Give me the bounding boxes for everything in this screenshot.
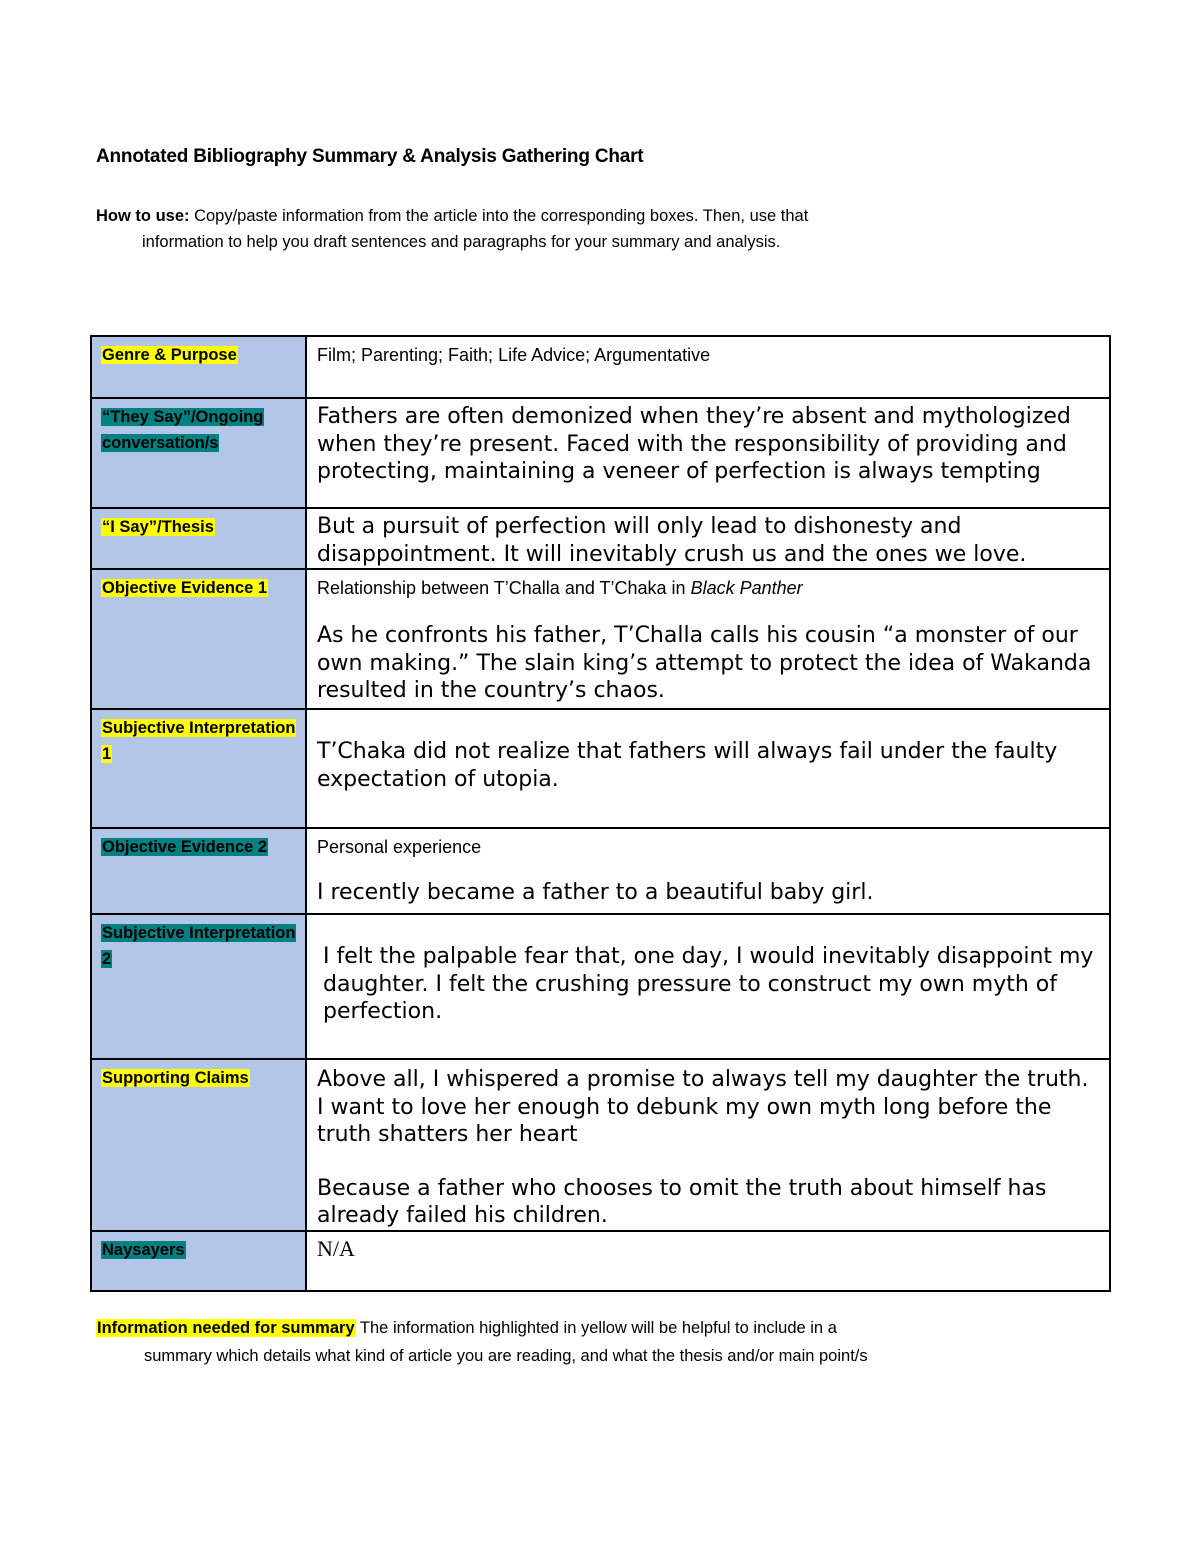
table-row <box>91 569 1110 709</box>
label-objective-evidence-2: Objective Evidence 2 <box>102 838 268 856</box>
row-value-cell <box>306 336 1110 398</box>
row-value-cell <box>306 508 1110 569</box>
spacer <box>317 714 1099 738</box>
row-label-cell <box>91 709 306 828</box>
how-to-lead: How to use: <box>96 207 190 225</box>
source-title: Black Panther <box>690 578 803 598</box>
gathering-chart-table <box>90 335 1111 1292</box>
value-objective-evidence-1: As he confronts his father, T’Challa calls his cousin “a monster of our own making.” The slain king’s attempt to protect the idea of Wakanda resulted in the country’s chaos. <box>317 623 1092 703</box>
row-label-cell <box>91 569 306 709</box>
value-supporting-claims-2: Because a father who chooses to omit the truth about himself has already failed his children. <box>317 1175 1047 1228</box>
footer-line-2: summary which details what kind of article you are reading, and what the thesis and/or main point/s <box>144 1347 868 1365</box>
row-value-cell <box>306 914 1110 1059</box>
value-objective-evidence-2: I recently became a father to a beautiful baby girl. <box>317 880 874 905</box>
how-to-line-2: information to help you draft sentences and paragraphs for your summary and analysis. <box>142 233 781 251</box>
row-label-cell <box>91 1059 306 1231</box>
table-row <box>91 709 1110 828</box>
table-row <box>91 828 1110 914</box>
source-prefix: Relationship between T’Challa and T’Chaka in <box>317 578 691 598</box>
source-objective-evidence-2: Personal experience <box>317 837 482 857</box>
table-row <box>91 1231 1110 1291</box>
row-value-cell <box>306 1059 1110 1231</box>
table-row <box>91 914 1110 1059</box>
source-objective-evidence-1 <box>317 576 1099 600</box>
how-to-line-1: Copy/paste information from the article into the corresponding boxes. Then, use that <box>189 207 809 225</box>
row-label-cell <box>91 914 306 1059</box>
footer-highlight: Information needed for summary <box>97 1319 355 1337</box>
spacer <box>317 600 1099 622</box>
row-label-cell <box>91 508 306 569</box>
value-subjective-interpretation-2: I felt the palpable fear that, one day, I would inevitably disappoint my daughter. I felt the crushing pressure to construct my own myth of perfection. <box>323 944 1094 1024</box>
value-supporting-claims-1: Above all, I whispered a promise to always tell my daughter the truth. I want to love her enough to debunk my own myth long before the truth shatters her heart <box>317 1067 1089 1147</box>
value-they-say: Fathers are often demonized when they’re absent and mythologized when they’re present. Faced with the responsibility of providing and protecting, maintaining a veneer of perfection is always tempting <box>317 404 1071 484</box>
spacer <box>317 1149 1099 1175</box>
row-label-cell <box>91 828 306 914</box>
row-value-cell <box>306 398 1110 508</box>
label-naysayers: Naysayers <box>102 1240 185 1259</box>
row-value-cell <box>306 828 1110 914</box>
row-value-cell <box>306 1231 1110 1291</box>
row-label-cell <box>91 336 306 398</box>
row-label-cell <box>91 398 306 508</box>
label-supporting-claims: Supporting Claims <box>102 1069 249 1087</box>
label-subjective-interpretation-2: Subjective Interpretation 2 <box>102 924 296 968</box>
footer-note <box>96 1314 1096 1370</box>
row-value-cell <box>306 569 1110 709</box>
table-row <box>91 1059 1110 1231</box>
table-row <box>91 398 1110 508</box>
label-they-say: “They Say”/Ongoing conversation/s <box>102 408 264 452</box>
how-to-instructions <box>96 203 996 255</box>
table-row <box>91 336 1110 398</box>
spacer <box>317 919 1099 943</box>
row-label-cell <box>91 1231 306 1291</box>
label-objective-evidence-1: Objective Evidence 1 <box>102 579 268 597</box>
row-value-cell <box>306 709 1110 828</box>
value-subjective-interpretation-1: T’Chaka did not realize that fathers will always fail under the faulty expectation of utopia. <box>317 739 1058 792</box>
value-i-say-thesis: But a pursuit of perfection will only lead to dishonesty and disappointment. It will inevitably crush us and the ones we love. <box>317 514 1027 567</box>
spacer <box>317 859 1099 879</box>
label-i-say-thesis: “I Say”/Thesis <box>102 518 214 536</box>
table-row <box>91 508 1110 569</box>
value-naysayers: N/A <box>317 1235 355 1261</box>
page-title: Annotated Bibliography Summary & Analysis Gathering Chart <box>96 146 644 167</box>
footer-line-1: The information highlighted in yellow will be helpful to include in a <box>355 1319 837 1337</box>
label-subjective-interpretation-1: Subjective Interpretation 1 <box>102 719 296 763</box>
label-genre-purpose: Genre & Purpose <box>102 346 237 364</box>
value-genre-purpose: Film; Parenting; Faith; Life Advice; Argumentative <box>317 345 711 365</box>
